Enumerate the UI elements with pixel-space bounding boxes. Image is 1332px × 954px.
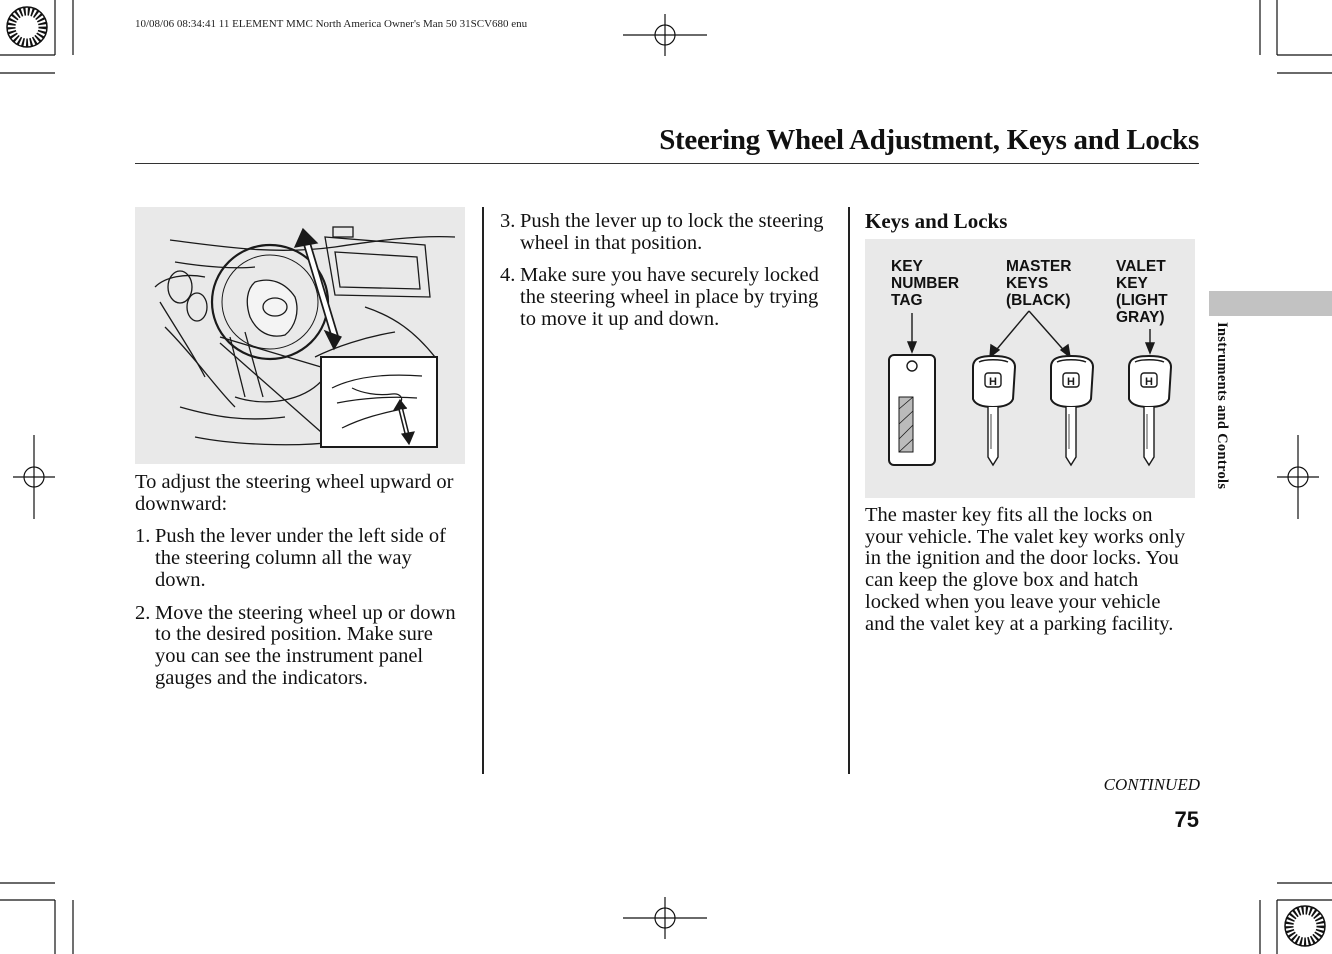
list-item: 4. Make sure you have securely locked the steering wheel in place by trying to move it up and down. [500,264,819,330]
adjust-steps-list [135,526,467,689]
print-slug: 10/08/06 08:34:41 11 ELEMENT MMC North America Owner's Man 50 31SCV680 enu [135,18,528,30]
page-number: 75 [1174,807,1199,832]
keys-description: The master key fits all the locks on your vehicle. The valet key works only in the ignition and the door locks. You can keep the glove box and hatch locked when you leave your vehicle and the valet key at a parking facility. [865,504,1186,635]
column-1-text [135,472,467,700]
adjust-intro: To adjust the steering wheel upward or downward: [135,471,454,515]
svg-text:H: H [1145,376,1153,388]
keys-illustration [865,239,1195,498]
master-keys-label: MASTER KEYS (BLACK) [1006,258,1072,309]
svg-text:H: H [989,376,997,388]
page-title: Steering Wheel Adjustment, Keys and Locks [659,124,1199,156]
key-number-tag-icon [889,355,935,465]
column-2-text [500,211,832,342]
master-key-icon [973,356,1015,465]
key-number-tag-label: KEY NUMBER TAG [891,258,960,309]
title-divider [135,163,1199,164]
section-tab [1209,291,1332,316]
list-item: 2. Move the steering wheel up or down to the desired position. Make sure you can see the instrument panel gauges and the indicators. [135,601,456,689]
column-divider [482,207,484,774]
master-key-icon [1051,356,1093,465]
section-tab-label: Instruments and Controls [1214,322,1230,490]
keys-locks-heading: Keys and Locks [865,209,1008,233]
list-item: 3. Push the lever up to lock the steering wheel in that position. [500,210,824,254]
svg-text:H: H [1067,376,1075,388]
lever-detail-inset [320,356,438,448]
valet-key-label: VALET KEY (LIGHT GRAY) [1116,258,1168,326]
list-item: 1. Push the lever under the left side of the steering column all the way down. [135,525,446,591]
valet-key-icon [1129,356,1171,465]
column-divider [848,207,850,774]
lock-steps-list [500,211,832,331]
steering-wheel-illustration [135,207,465,464]
continued-label: CONTINUED [1103,775,1200,794]
